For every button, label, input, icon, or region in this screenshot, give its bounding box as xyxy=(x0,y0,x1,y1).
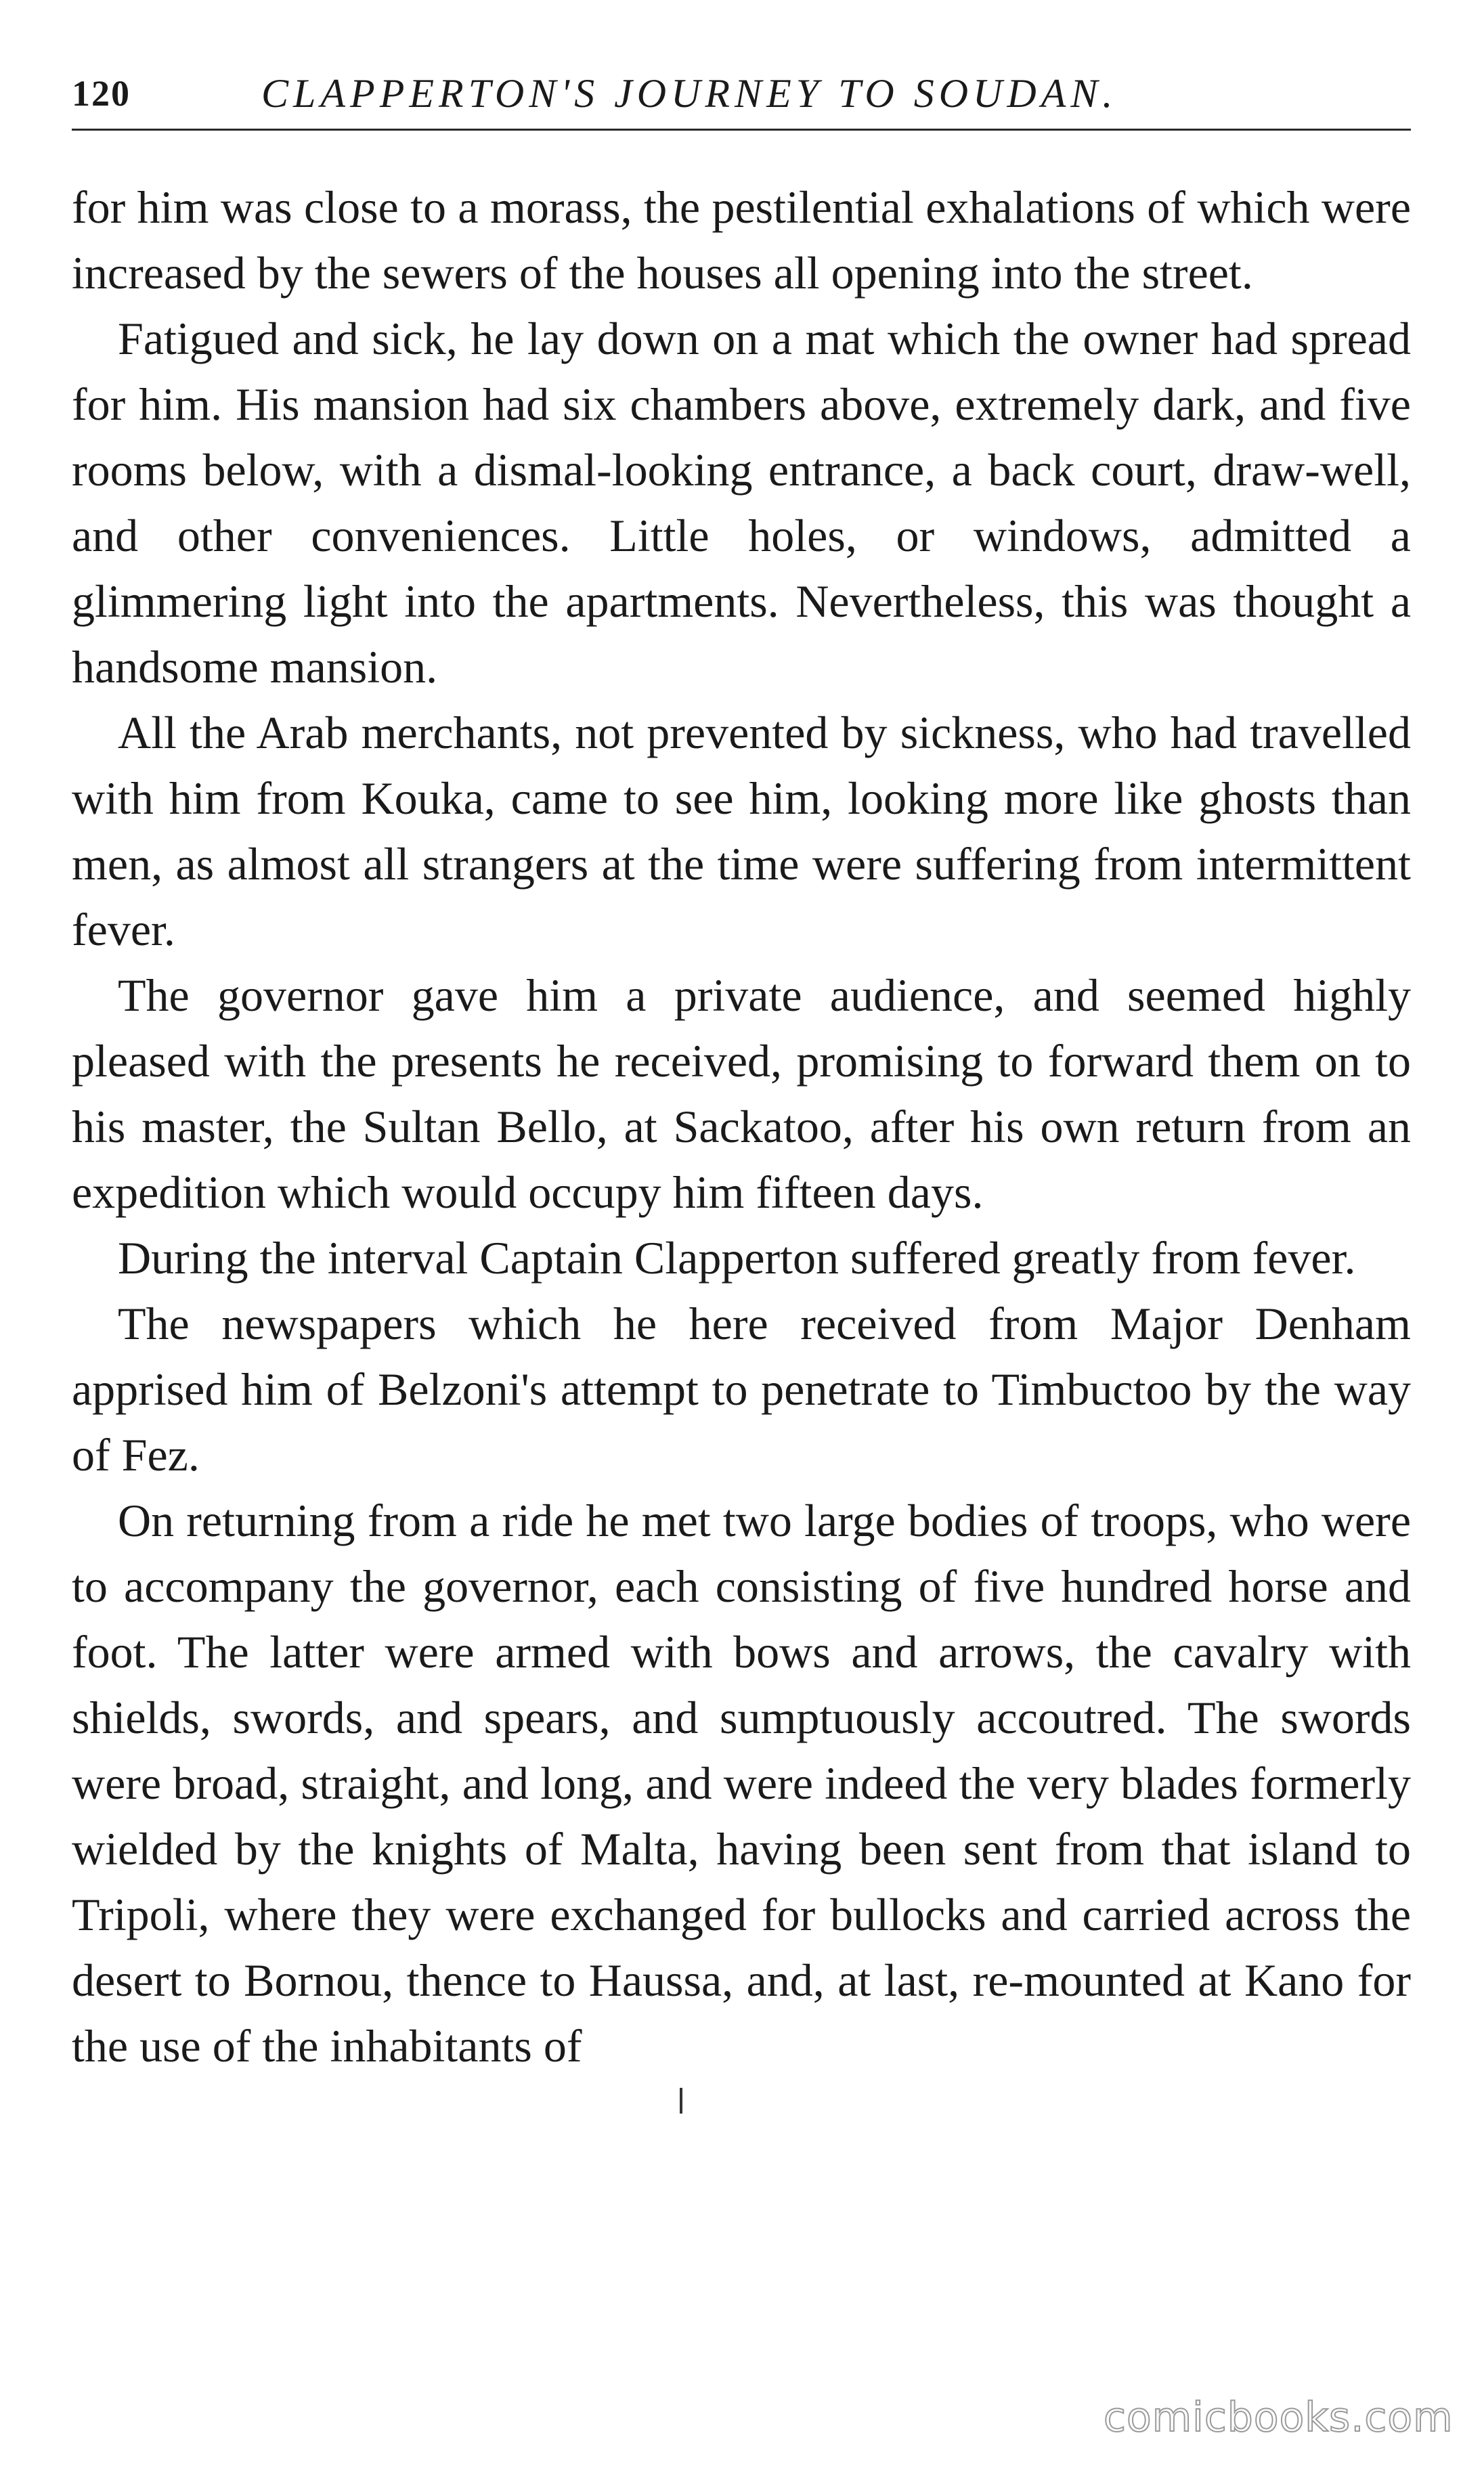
paragraph-6: The newspapers which he here received from Major Denham apprised him of Belzoni's attempt to penetrate to Timbuctoo by the way of Fez. xyxy=(72,1298,1411,1481)
paragraph-2: Fatigued and sick, he lay down on a mat which the owner had spread for him. His mansion had six chambers above, extremely dark, and five rooms below, with a dismal-looking entrance, a back court, draw-well, and other conveniences. Little holes, or windows, admitted a glimmering light into the apartments. Nevertheless, this was thought a handsome mansion. xyxy=(72,313,1411,693)
paragraph-1: for him was close to a morass, the pestilential exhalations of which were increased by the sewers of the houses all opening into the street. xyxy=(72,181,1411,299)
page-number: 120 xyxy=(72,73,131,114)
header-rule xyxy=(72,129,1411,131)
body-text xyxy=(72,175,1411,2079)
margin-mark xyxy=(680,2088,682,2114)
running-head xyxy=(72,66,1405,121)
paragraph-5: During the interval Captain Clapperton suffered greatly from fever. xyxy=(118,1232,1356,1284)
watermark-logo: comicbooks.com xyxy=(1104,2394,1454,2441)
paragraph-3: All the Arab merchants, not prevented by sickness, who had travelled with him from Kouka, came to see him, looking more like ghosts than men, as almost all strangers at the time were suffering from intermittent fever. xyxy=(72,707,1411,955)
paragraph-4: The governor gave him a private audience, and seemed highly pleased with the presents he received, promising to forward them on to his master, the Sultan Bello, at Sackatoo, after his own return from an expedition which would occupy him fifteen days. xyxy=(72,969,1411,1218)
running-title: CLAPPERTON'S JOURNEY TO SOUDAN. xyxy=(261,71,1118,116)
paragraph-7: On returning from a ride he met two large bodies of troops, who were to accompany the governor, each consisting of five hundred horse and foot. The latter were armed with bows and arrows, the cavalry with shields, swords, and spears, and sumptuously accoutred. The swords were broad, straight, and long, and were indeed the very blades formerly wielded by the knights of Malta, having been sent from that island to Tripoli, where they were exchanged for bullocks and carried across the desert to Bornou, thence to Haussa, and, at last, re-mounted at Kano for the use of the inhabitants of xyxy=(72,1495,1411,2072)
